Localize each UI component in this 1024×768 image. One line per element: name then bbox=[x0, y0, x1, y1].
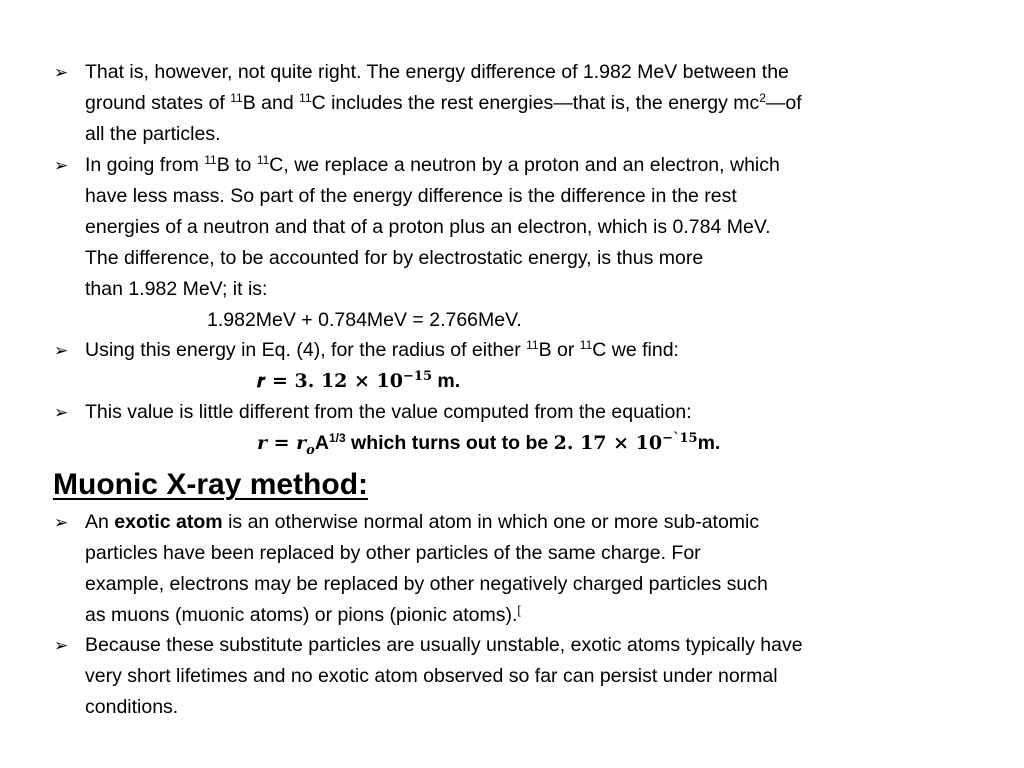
bullet-2-line-4: The difference, to be accounted for by electrostatic energy, is thus more bbox=[85, 247, 704, 269]
bullet-1-line-2: ground states of $^{11}$B and $^{11}$C includes the rest energies—that is, the energy $mc^2—of$ bbox=[85, 91, 802, 114]
bullet-1-line-1: That is, however, not quite right. The energy difference of 1.982 MeV between the bbox=[85, 61, 789, 83]
bullet-1-line-3: all the particles. bbox=[85, 123, 221, 145]
bullet-6-line-3: conditions. bbox=[85, 696, 179, 718]
bullet-5-line-3: example, electrons may be replaced by other negatively charged particles such bbox=[85, 573, 768, 595]
section-heading: Muonic X-ray method: bbox=[53, 468, 369, 501]
radius-formula: 𝒓 = $𝒓_𝒐A^{1/3}$ which turns out to be 𝟐. 𝟏𝟕 × $𝟏𝟎^{-`𝟏𝟓}m$. bbox=[257, 431, 721, 458]
bullet-arrow-icon: ➢ bbox=[54, 513, 69, 532]
bullet-arrow-icon: ➢ bbox=[54, 636, 69, 655]
bullet-arrow-icon: ➢ bbox=[54, 341, 69, 360]
bullet-5-line-4: as muons (muonic atoms) or pions (pionic atoms).[ bbox=[85, 603, 521, 626]
bullet-arrow-icon: ➢ bbox=[54, 403, 69, 422]
radius-equation: 𝒓 = 𝟑. 𝟏𝟐 × $𝟏𝟎^{-𝟏𝟓}$ m. bbox=[257, 369, 461, 392]
bullet-2-line-5: than 1.982 MeV; it is: bbox=[85, 278, 268, 300]
energy-equation: 1.982MeV + 0.784MeV = 2.766MeV. bbox=[207, 309, 522, 331]
bullet-6-line-1: Because these substitute particles are usually unstable, exotic atoms typically have bbox=[85, 634, 803, 656]
bullet-2-line-1: In going from $^{11}$B to $^{11}$C, we replace a neutron by a proton and an electron, which bbox=[85, 153, 780, 176]
bullet-arrow-icon: ➢ bbox=[54, 63, 69, 82]
bullet-6-line-2: very short lifetimes and no exotic atom observed so far can persist under normal bbox=[85, 665, 778, 687]
bullet-arrow-icon: ➢ bbox=[54, 156, 69, 175]
bullet-2-line-2: have less mass. So part of the energy difference is the difference in the rest bbox=[85, 185, 737, 207]
bullet-4-line-1: This value is little different from the value computed from the equation: bbox=[85, 401, 692, 423]
bullet-5-line-2: particles have been replaced by other particles of the same charge. For bbox=[85, 542, 701, 564]
bullet-5-line-1: An exotic atom is an otherwise normal atom in which one or more sub-atomic bbox=[85, 511, 760, 533]
bullet-3-line-1: Using this energy in Eq. (4), for the radius of either $^{11}$B or $^{11}$C we find: bbox=[85, 338, 679, 361]
bullet-2-line-3: energies of a neutron and that of a proton plus an electron, which is 0.784 MeV. bbox=[85, 216, 771, 238]
